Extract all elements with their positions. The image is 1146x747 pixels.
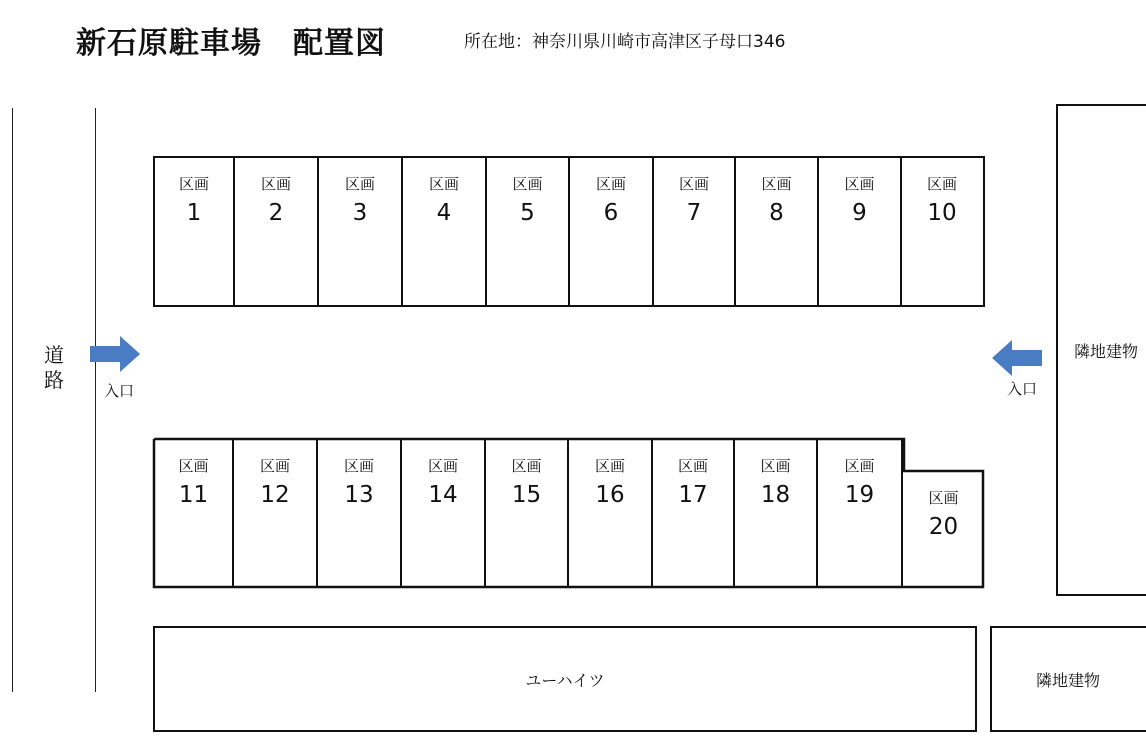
stall-19[interactable] xyxy=(818,440,903,586)
stall-prefix: 区画 xyxy=(760,457,791,475)
stall-number: 9 xyxy=(852,200,867,226)
stall-prefix: 区画 xyxy=(678,175,709,193)
stall-prefix: 区画 xyxy=(178,457,209,475)
stall-prefix: 区画 xyxy=(928,489,959,507)
stall-4[interactable] xyxy=(403,158,487,305)
road-label-char-1: 道 xyxy=(44,343,64,367)
stall-number: 15 xyxy=(511,482,542,508)
stall-2[interactable] xyxy=(235,158,319,305)
stall-prefix: 区画 xyxy=(428,175,459,193)
stall-number: 4 xyxy=(436,200,452,226)
stall-number: 17 xyxy=(678,482,708,508)
stall-number: 18 xyxy=(760,482,791,508)
parking-block-top xyxy=(153,156,985,307)
entrance-arrow-right-icon xyxy=(90,336,142,372)
stall-8[interactable] xyxy=(736,158,819,305)
stall-number: 11 xyxy=(178,482,209,508)
stall-number: 2 xyxy=(268,200,284,226)
stall-prefix: 区画 xyxy=(594,457,625,475)
stall-3[interactable] xyxy=(319,158,403,305)
stall-prefix: 区画 xyxy=(260,175,291,193)
stall-prefix: 区画 xyxy=(761,175,792,193)
stall-prefix: 区画 xyxy=(427,457,458,475)
stall-prefix: 区画 xyxy=(677,457,708,475)
stall-number: 14 xyxy=(428,482,458,508)
stall-prefix: 区画 xyxy=(595,175,626,193)
stall-number: 10 xyxy=(927,200,957,226)
stall-6[interactable] xyxy=(570,158,654,305)
stall-number: 7 xyxy=(686,200,702,226)
entrance-arrow-left-icon xyxy=(992,340,1044,376)
stall-number: 5 xyxy=(520,200,535,226)
stall-number: 20 xyxy=(928,514,959,540)
stall-12[interactable] xyxy=(234,440,318,586)
stall-number: 19 xyxy=(844,482,875,508)
stall-11[interactable] xyxy=(155,440,234,586)
road-edge-outer xyxy=(12,108,13,692)
stall-15[interactable] xyxy=(486,440,569,586)
stall-prefix: 区画 xyxy=(926,175,957,193)
entrance-left-label: 入口 xyxy=(104,382,135,400)
stall-number: 1 xyxy=(186,200,202,226)
stall-number: 8 xyxy=(769,200,784,226)
stall-number: 13 xyxy=(344,482,374,508)
stall-1[interactable] xyxy=(155,158,235,305)
stall-prefix: 区画 xyxy=(844,457,875,475)
stall-17[interactable] xyxy=(653,440,735,586)
page-title: 新石原駐車場 配置図 xyxy=(76,26,386,61)
stall-16[interactable] xyxy=(569,440,653,586)
address-text: 所在地：神奈川県川崎市高津区子母口346 xyxy=(464,32,786,52)
stall-14[interactable] xyxy=(402,440,486,586)
parking-block-bottom xyxy=(155,440,983,586)
stall-number: 3 xyxy=(352,200,368,226)
stall-13[interactable] xyxy=(318,440,402,586)
road-edge-inner xyxy=(95,108,96,692)
stall-18[interactable] xyxy=(735,440,818,586)
stall-prefix: 区画 xyxy=(178,175,209,193)
road-label-char-2: 路 xyxy=(44,368,64,392)
stall-prefix: 区画 xyxy=(343,457,374,475)
stall-20[interactable] xyxy=(904,472,983,586)
stall-prefix: 区画 xyxy=(344,175,375,193)
stall-10[interactable] xyxy=(902,158,982,305)
entrance-right-label: 入口 xyxy=(1007,380,1038,398)
road-label xyxy=(40,343,68,393)
neighbor-building-bottom-right: 隣地建物 xyxy=(990,626,1146,732)
stall-9[interactable] xyxy=(819,158,902,305)
stall-prefix: 区画 xyxy=(259,457,290,475)
stall-prefix: 区画 xyxy=(512,175,543,193)
stall-number: 12 xyxy=(260,482,290,508)
stall-prefix: 区画 xyxy=(844,175,875,193)
stall-number: 16 xyxy=(595,482,625,508)
stall-7[interactable] xyxy=(654,158,736,305)
neighbor-building-right: 隣地建物 xyxy=(1056,104,1146,596)
stall-prefix: 区画 xyxy=(511,457,542,475)
stall-number: 6 xyxy=(603,200,619,226)
stall-5[interactable] xyxy=(487,158,570,305)
yu-heights-building: ユーハイツ xyxy=(153,626,977,732)
